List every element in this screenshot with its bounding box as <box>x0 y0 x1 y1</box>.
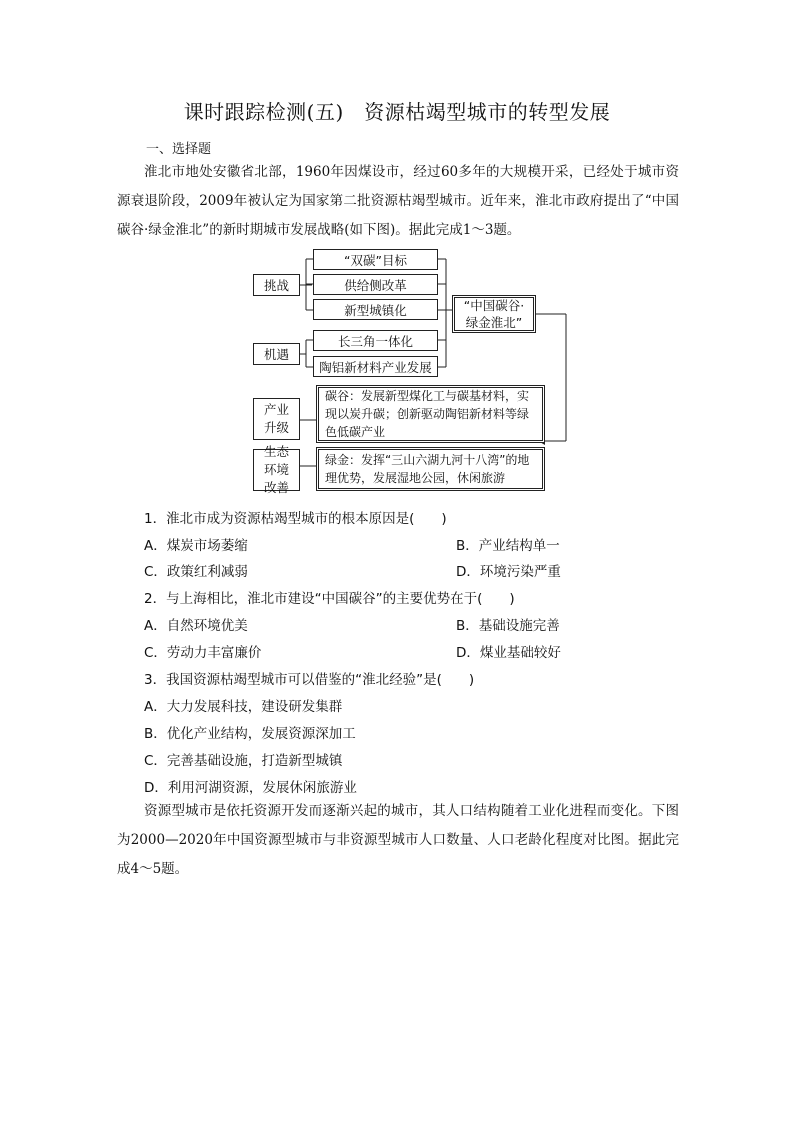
urbanization-box: 新型城镇化 <box>313 299 438 320</box>
q2-option-d: D．煤业基础较好 <box>456 645 561 661</box>
carbon-valley-box: 碳谷：发展新型煤化工与碳基材料，实现以炭升碳；创新驱动陶铝新材料等绿色低碳产业 <box>316 385 545 443</box>
industry-upgrade-box: 产业升级 <box>253 398 300 440</box>
q3-option-a: A．大力发展科技，建设研发集群 <box>144 699 343 715</box>
opportunity-box: 机遇 <box>253 343 300 365</box>
q2-option-b: B．基础设施完善 <box>456 618 560 634</box>
challenge-box: 挑战 <box>253 274 300 296</box>
green-gold-box: 绿金：发挥“三山六湖九河十八湾”的地理优势，发展湿地公园，休闲旅游 <box>316 447 545 491</box>
ceramic-box: 陶铝新材料产业发展 <box>313 356 438 377</box>
q1-option-b: B．产业结构单一 <box>456 538 560 554</box>
supply-side-box: 供给侧改革 <box>313 274 438 295</box>
page-title: 课时跟踪检测(五) 资源枯竭型城市的转型发展 <box>183 100 611 124</box>
intro-paragraph-1: 淮北市地处安徽省北部，1960年因煤设市，经过60多年的大规模开采，已经处于城市资源衰退阶段，2009年被认定为国家第二批资源枯竭型城市。近年来，淮北市政府提出了“中国碳谷·绿金淮北”的新时期城市发展战略(如下图)。据此完成1～3题。 <box>117 164 679 238</box>
q3-option-c: C．完善基础设施，打造新型城镇 <box>144 753 343 769</box>
question-2: 2．与上海相比，淮北市建设“中国碳谷”的主要优势在于( ) <box>144 591 515 607</box>
q2-option-c: C．劳动力丰富廉价 <box>144 645 262 661</box>
q1-option-c: C．政策红利减弱 <box>144 564 248 580</box>
dual-carbon-box: “双碳”目标 <box>313 249 438 270</box>
intro-paragraph-2: 资源型城市是依托资源开发而逐渐兴起的城市，其人口结构随着工业化进程而变化。下图为2000—2020年中国资源型城市与非资源型城市人口数量、人口老龄化程度对比图。据此完成4～5题。 <box>117 803 679 877</box>
q1-option-d: D．环境污染严重 <box>456 564 561 580</box>
question-3: 3．我国资源枯竭型城市可以借鉴的“淮北经验”是( ) <box>144 672 475 688</box>
q3-option-d: D．利用河湖资源，发展休闲旅游业 <box>144 780 357 796</box>
question-1: 1．淮北市成为资源枯竭型城市的根本原因是( ) <box>144 511 447 527</box>
q1-option-a: A．煤炭市场萎缩 <box>144 538 248 554</box>
yangtze-box: 长三角一体化 <box>313 330 438 351</box>
strategy-box: “中国碳谷·绿金淮北” <box>452 295 536 333</box>
section-heading: 一、选择题 <box>146 142 212 157</box>
q2-option-a: A．自然环境优美 <box>144 618 248 634</box>
eco-improve-box: 生态环境改善 <box>253 449 300 491</box>
q3-option-b: B．优化产业结构，发展资源深加工 <box>144 726 356 742</box>
